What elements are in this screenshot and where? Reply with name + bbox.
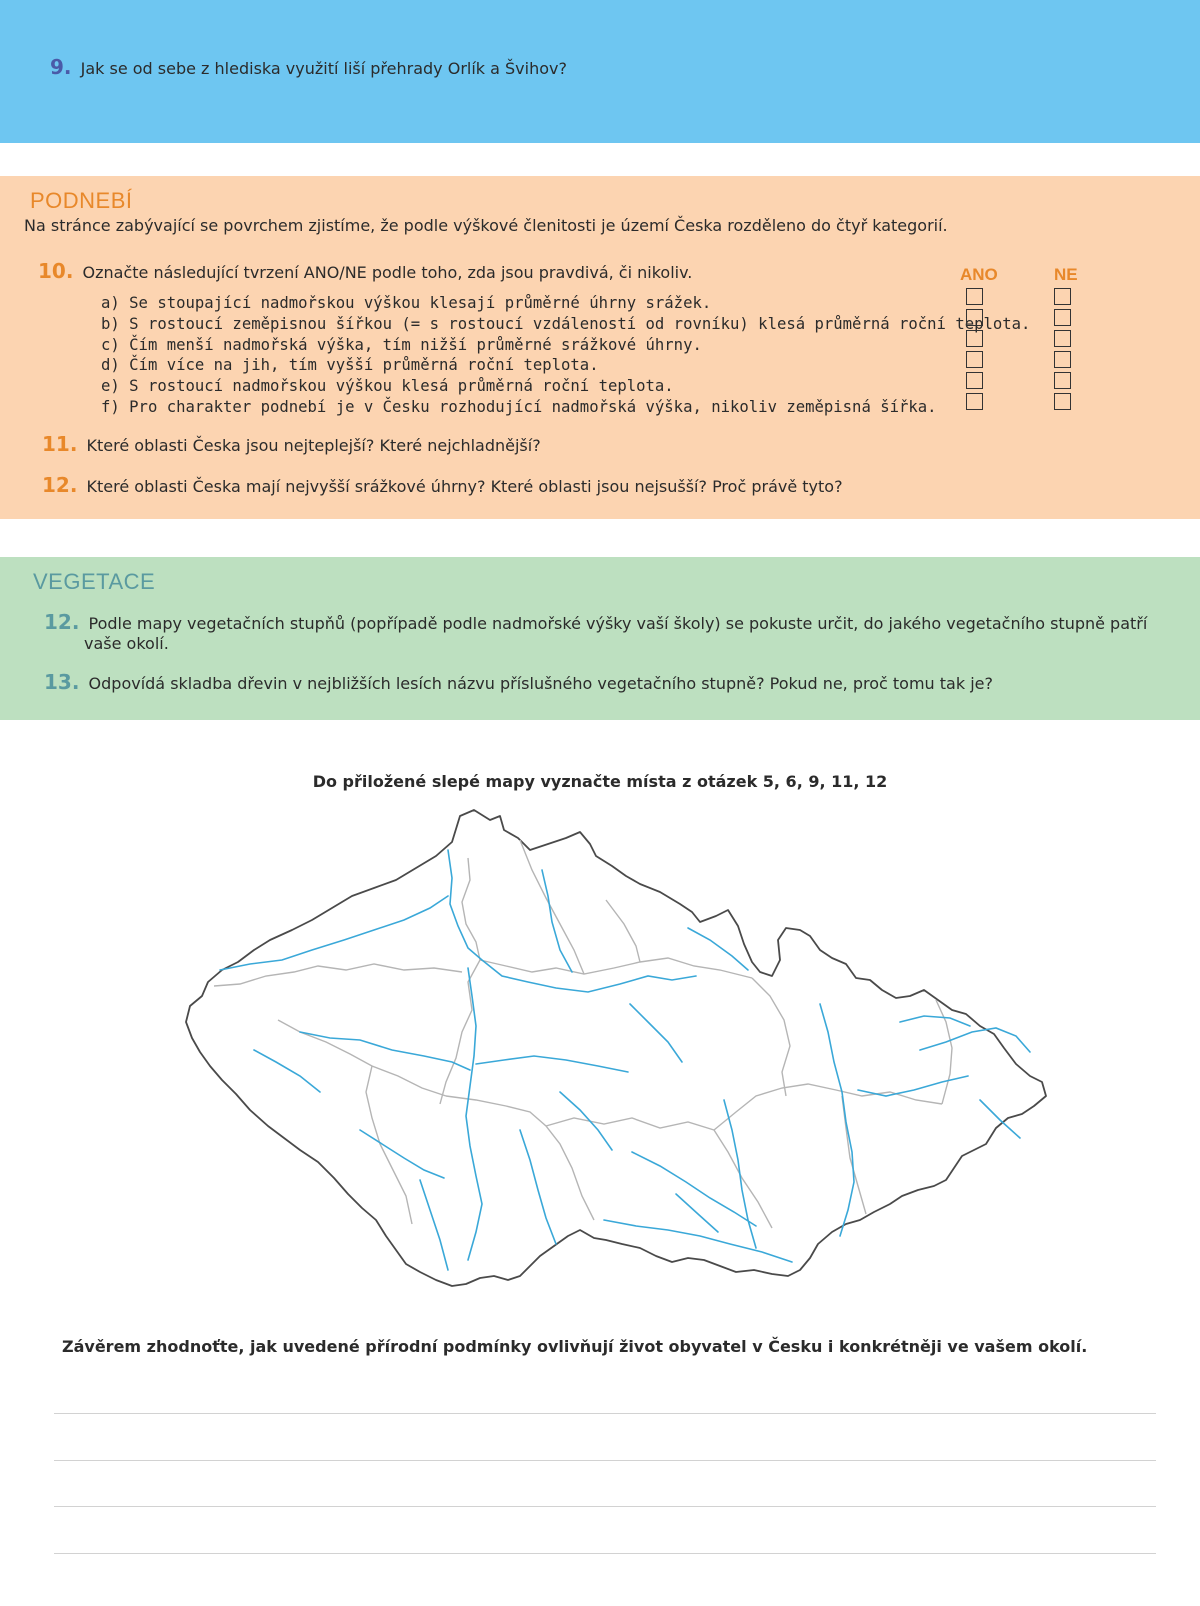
vegetace-section [0, 557, 1200, 720]
question-13 [44, 670, 993, 694]
statement-item: b) S rostoucí zeměpisnou šířkou (= s rostoucí vzdáleností od rovníku) klesá průměrná roční teplota. [101, 314, 1031, 333]
checkbox-ne-f[interactable] [1054, 393, 1071, 410]
question-11 [42, 432, 541, 456]
statement-list [101, 293, 1030, 418]
checkbox-ne-b[interactable] [1054, 309, 1071, 326]
checkbox-ne-d[interactable] [1054, 351, 1071, 368]
question-10-text: Označte následující tvrzení ANO/NE podle toho, zda jsou pravdivá, či nikoliv. [82, 263, 693, 282]
answer-line[interactable] [54, 1413, 1156, 1414]
question-10-number: 10. [38, 259, 74, 283]
statement-item: d) Čím více na jih, tím vyšší průměrná roční teplota. [101, 356, 599, 375]
question-9-text: Jak se od sebe z hlediska využití liší přehrady Orlík a Švihov? [80, 59, 567, 78]
checkbox-ne-e[interactable] [1054, 372, 1071, 389]
checkbox-ano-a[interactable] [966, 288, 983, 305]
vegetace-title: VEGETACE [33, 569, 156, 594]
question-12-climate-number: 12. [42, 473, 78, 497]
statement-item: e) S rostoucí nadmořskou výškou klesá průměrná roční teplota. [101, 377, 674, 396]
question-13-number: 13. [44, 670, 80, 694]
question-12-vegetation-line2: vaše okolí. [84, 634, 169, 653]
question-13-text: Odpovídá skladba dřevin v nejbližších lesích názvu příslušného vegetačního stupně? Pokud ne, proč tomu tak je? [88, 674, 993, 693]
checkbox-ano-f[interactable] [966, 393, 983, 410]
question-10 [38, 259, 692, 283]
question-12-vegetation [44, 610, 1147, 634]
answer-line[interactable] [54, 1506, 1156, 1507]
question-11-number: 11. [42, 432, 78, 456]
question-12-climate-text: Které oblasti Česka mají nejvyšší srážkové úhrny? Které oblasti jsou nejsušší? Proč právě tyto? [86, 477, 843, 496]
czech-blind-map[interactable] [0, 800, 1200, 1320]
question-12-vegetation-number: 12. [44, 610, 80, 634]
checkbox-ano-d[interactable] [966, 351, 983, 368]
map-caption: Do přiložené slepé mapy vyznačte místa z otázek 5, 6, 9, 11, 12 [312, 772, 888, 791]
checkbox-ano-e[interactable] [966, 372, 983, 389]
statement-item: c) Čím menší nadmořská výška, tím nižší průměrné srážkové úhrny. [101, 335, 702, 354]
statement-item: a) Se stoupající nadmořskou výškou klesají průměrné úhrny srážek. [101, 294, 712, 312]
statement-item: f) Pro charakter podnebí je v Česku rozhodující nadmořská výška, nikoliv zeměpisná šířka. [101, 397, 937, 416]
state-border [186, 810, 1046, 1286]
column-ano: ANO [960, 265, 998, 284]
question-11-text: Které oblasti Česka jsou nejteplejší? Které nejchladnější? [86, 436, 541, 455]
answer-line[interactable] [54, 1553, 1156, 1554]
question-9 [50, 55, 567, 79]
column-ne: NE [1054, 265, 1078, 284]
question-12-vegetation-text: Podle mapy vegetačních stupňů (popřípadě podle nadmořské výšky vaší školy) se pokuste určit, do jakého vegetačního stupně patří [88, 614, 1148, 633]
checkbox-ano-c[interactable] [966, 330, 983, 347]
checkbox-ano-b[interactable] [966, 309, 983, 326]
closing-prompt: Závěrem zhodnoťte, jak uvedené přírodní podmínky ovlivňují život obyvatel v Česku i konkrétněji ve vašem okolí. [62, 1337, 1088, 1356]
question-9-number: 9. [50, 55, 72, 79]
podnebi-intro: Na stránce zabývající se povrchem zjistíme, že podle výškové členitosti je území Česka rozděleno do čtyř kategorií. [24, 216, 948, 235]
answer-line[interactable] [54, 1460, 1156, 1461]
checkbox-ne-a[interactable] [1054, 288, 1071, 305]
podnebi-title: PODNEBÍ [30, 188, 133, 213]
checkbox-ne-c[interactable] [1054, 330, 1071, 347]
question-12-climate [42, 473, 843, 497]
